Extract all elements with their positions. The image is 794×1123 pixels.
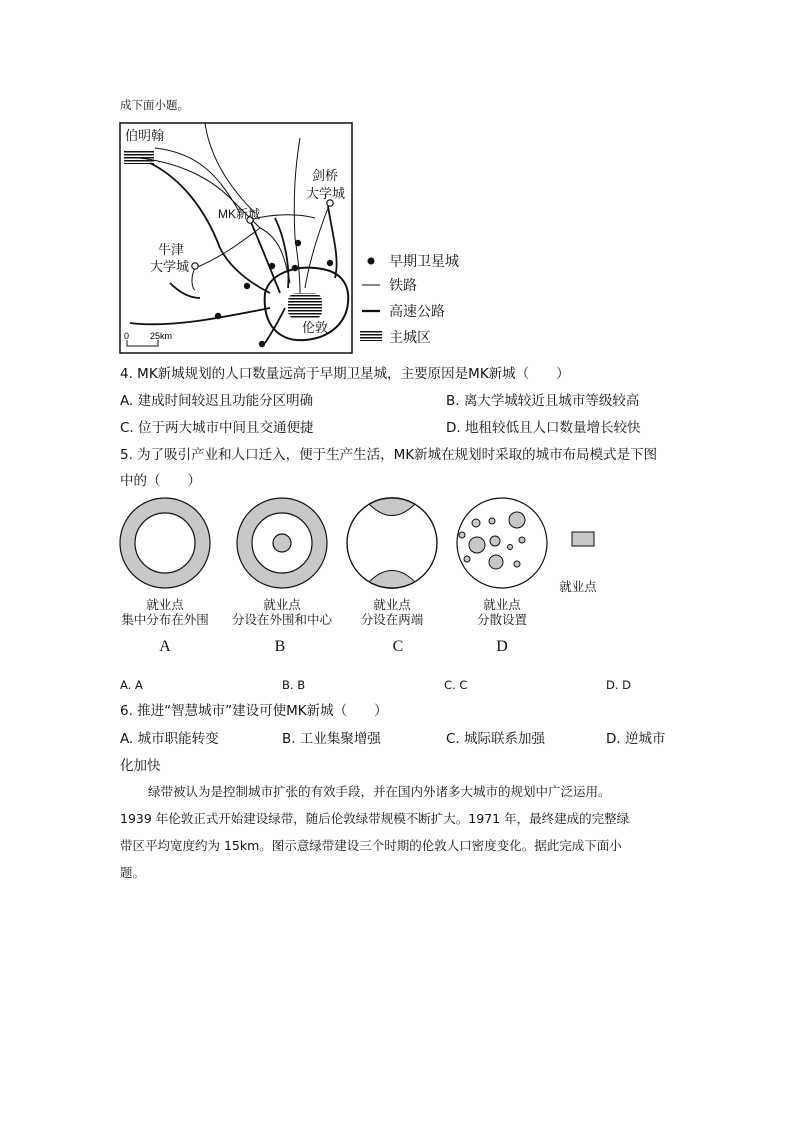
mode-b-desc: 分设在外围和中心: [231, 613, 333, 627]
legend-urban-label: 主城区: [389, 329, 431, 345]
mode-a-diagram: [120, 498, 210, 588]
birmingham-main-urban-area: [124, 150, 154, 164]
q4-option-b[interactable]: B. 离大学城较近且城市等级较高: [446, 393, 640, 409]
legend-motorway-label: 高速公路: [389, 303, 445, 319]
london-label: 伦敦: [302, 320, 329, 335]
layout-modes-figure: [110, 495, 630, 660]
q4-option-c[interactable]: C. 位于两大城市中间且交通便捷: [120, 420, 314, 436]
scale-bar: [124, 331, 172, 346]
map-legend: [360, 253, 459, 345]
mode-d-diagram: [457, 498, 547, 588]
q5-stem-line1: 5. 为了吸引产业和人口迁入，便于生产生活，MK新城在规划时采取的城市布局模式是下图: [120, 447, 658, 463]
mode-d-title: 就业点: [483, 598, 521, 612]
mode-c-letter: C: [392, 638, 404, 655]
q6-option-d[interactable]: D. 逆城市: [606, 731, 666, 747]
passage-line-1: 绿带被认为是控制城市扩张的有效手段，并在国内外诸多大城市的规划中广泛运用。: [148, 784, 611, 799]
q5-stem-line2: 中的（ ）: [120, 473, 201, 489]
mode-a-desc: 集中分布在外围: [121, 613, 209, 627]
oxford-label-2: 大学城: [150, 259, 190, 274]
oxford-label-1: 牛津: [158, 242, 185, 257]
mode-b-letter: B: [274, 638, 286, 655]
q6-option-a[interactable]: A. 城市职能转变: [120, 731, 219, 747]
q5-option-c[interactable]: C. C: [444, 678, 468, 692]
q5-option-d[interactable]: D. D: [606, 678, 632, 692]
q4-option-a[interactable]: A. 建成时间较迟且功能分区明确: [120, 393, 314, 409]
passage-line-2: 1939 年伦敦正式开始建设绿带，随后伦敦绿带规模不断扩大。1971 年，最终建成的完整绿: [120, 811, 630, 826]
london-main-urban-area: [288, 293, 322, 319]
legend-railway-label: 铁路: [389, 277, 417, 293]
employment-point-legend-icon: [572, 532, 594, 546]
mode-c-title: 就业点: [373, 598, 411, 612]
legend-dot-icon: [368, 258, 375, 265]
intro-tail: 成下面小题。: [120, 98, 189, 112]
mode-a-title: 就业点: [146, 598, 184, 612]
q6-option-b[interactable]: B. 工业集聚增强: [282, 731, 381, 747]
birmingham-label: 伯明翰: [125, 128, 165, 143]
legend-urban-icon: [360, 331, 382, 341]
q4-option-d[interactable]: D. 地租较低且人口数量增长较快: [446, 420, 641, 436]
svg-text:25km: 25km: [150, 331, 173, 341]
oxford-marker: [192, 263, 198, 269]
q6-option-c[interactable]: C. 城际联系加强: [446, 731, 546, 747]
employment-point-legend-label: 就业点: [559, 580, 597, 594]
mode-d-desc: 分散设置: [476, 613, 528, 627]
svg-text:0: 0: [124, 331, 130, 341]
passage-line-4: 题。: [120, 865, 146, 880]
mode-c-desc: 分设在两端: [360, 613, 424, 627]
passage-line-3: 带区平均宽度约为 15km。图示意绿带建设三个时期的伦敦人口密度变化。据此完成下面小: [120, 838, 622, 853]
mode-c-diagram: [347, 498, 437, 589]
cambridge-label-2: 大学城: [306, 186, 346, 201]
mode-a-letter: A: [159, 638, 171, 655]
mk-label: MK新城: [218, 207, 261, 221]
mode-b-title: 就业点: [263, 598, 301, 612]
legend-satellite-label: 早期卫星城: [389, 253, 459, 269]
q5-option-a[interactable]: A. A: [120, 678, 143, 692]
q6-stem: 6. 推进“智慧城市”建设可使MK新城（ ）: [120, 703, 388, 719]
cambridge-label-1: 剑桥: [312, 168, 339, 183]
q5-option-b[interactable]: B. B: [282, 678, 306, 692]
q6-option-d-wrap: 化加快: [120, 758, 161, 774]
map-figure: [110, 118, 590, 358]
mode-d-letter: D: [496, 638, 508, 655]
mode-b-diagram: [237, 498, 327, 588]
q4-stem: 4. MK新城规划的人口数量远高于早期卫星城，主要原因是MK新城（ ）: [120, 366, 570, 382]
